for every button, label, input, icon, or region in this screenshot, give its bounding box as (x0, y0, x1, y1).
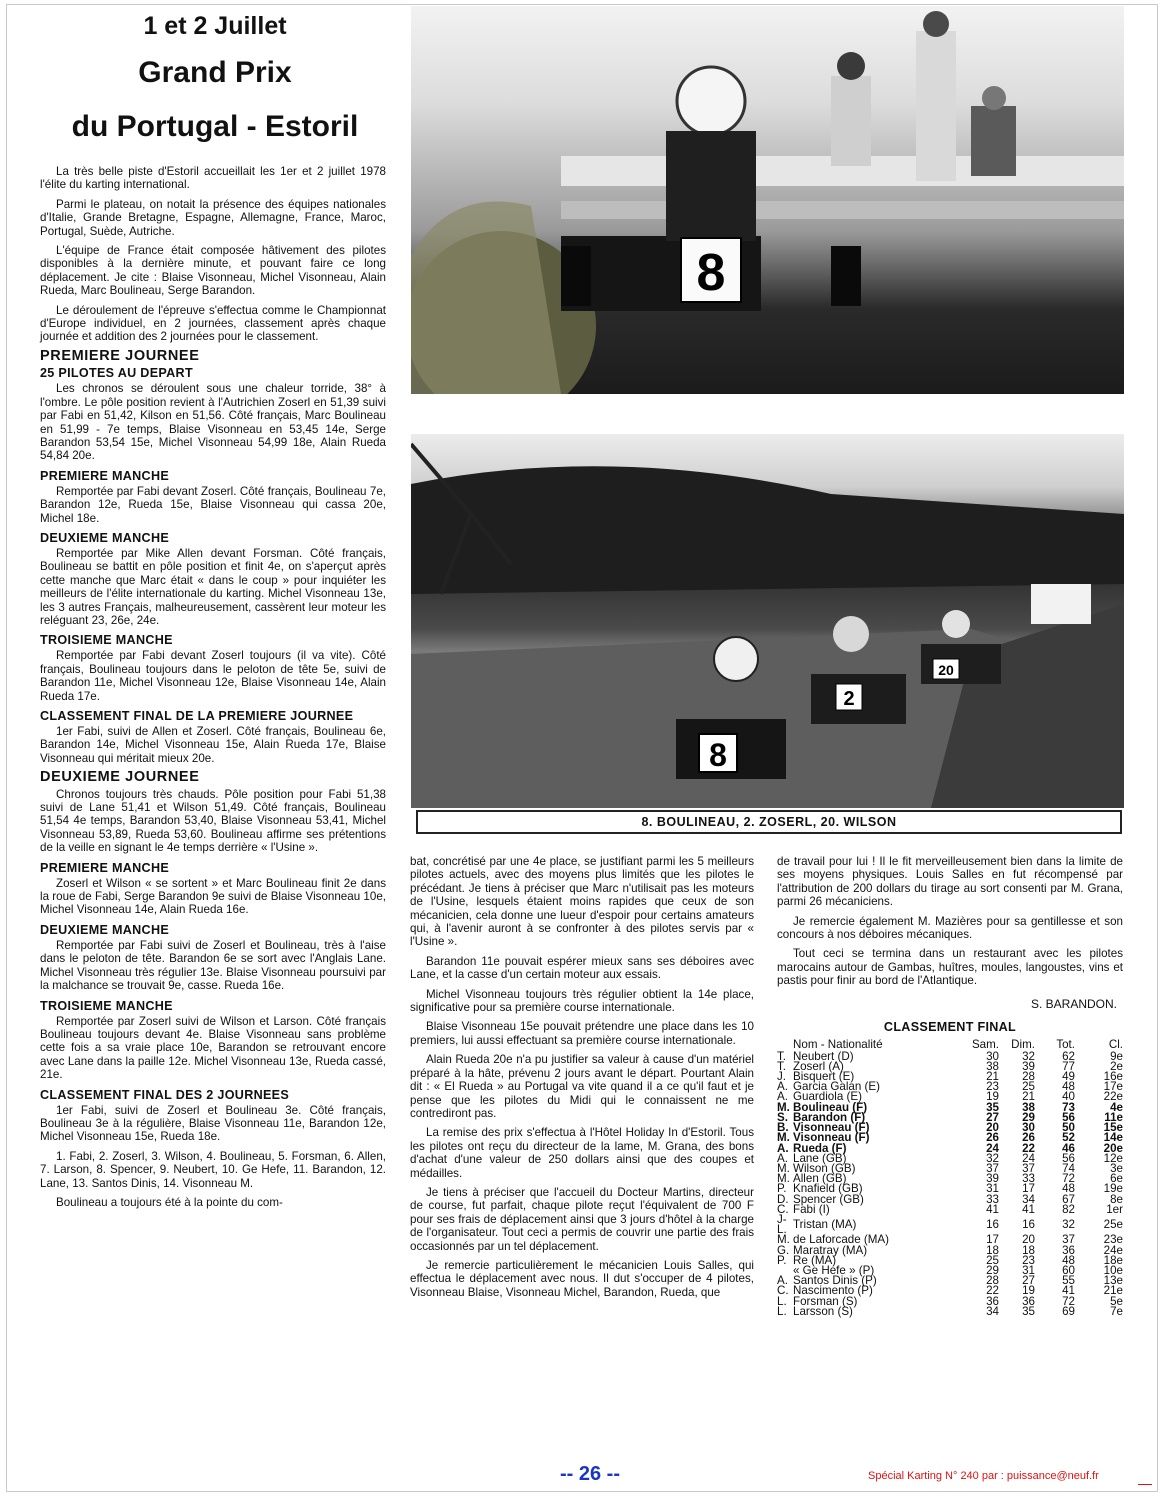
kart-number: 8 (696, 244, 726, 302)
row-initial: C. (777, 1202, 789, 1216)
row-rank: 18e (1103, 1253, 1123, 1267)
paragraph-mechanic: Je remercie particulièrement le mécanicien Louis Salles, qui effectua le déplacement avec nous. Il dut s'occuper de 4 pilotes, Visonneau Blaise, Visonneau Michel, Barandon, Rueda, que (410, 1258, 754, 1299)
row-total: 67 (1062, 1192, 1075, 1206)
spectator-standing (916, 31, 956, 181)
row-saturday: 24 (986, 1141, 999, 1155)
spectator-head (982, 86, 1006, 110)
row-total: 69 (1062, 1304, 1075, 1318)
row-name: Allen (GB) (793, 1172, 847, 1186)
row-total: 56 (1062, 1110, 1075, 1124)
heading-race-3-day-2: TROISIEME MANCHE (40, 998, 173, 1013)
row-total: 73 (1062, 1100, 1075, 1114)
row-name: Boulineau (F) (793, 1100, 868, 1114)
row-saturday: 31 (986, 1182, 999, 1196)
header-rank: Cl. (1108, 1038, 1123, 1052)
row-total: 37 (1062, 1233, 1075, 1247)
row-total: 77 (1062, 1059, 1075, 1073)
row-saturday: 21 (986, 1070, 999, 1084)
paragraph-race-2-day-2: Remportée par Fabi suivi de Zoserl et Boulineau, très à l'aise dans le peloton de tête. Barandon 6e se sort avec l'Anglais Lane. Michel Visonneau très régulier 13e. Blaise Visonneau poursuivi par la malchance se trouvait 9e, casse. Rueda 16e. (40, 938, 386, 993)
row-initial: J-L. (777, 1212, 787, 1237)
row-initial: L. (777, 1304, 787, 1318)
row-rank: 19e (1103, 1182, 1123, 1196)
row-name: de Laforcade (MA) (793, 1233, 890, 1247)
row-sunday: 33 (1022, 1172, 1035, 1186)
row-total: 50 (1062, 1121, 1075, 1135)
parked-car (1031, 584, 1091, 624)
row-rank: 5e (1110, 1294, 1123, 1308)
row-rank: 17e (1103, 1080, 1123, 1094)
paragraph-rueda: Alain Rueda 20e n'a pu justifier sa valeur à cause d'un matériel préparé à la hâte, prévenu 2 jours avant le départ. Pourtant Alain dit : « El Rueda » au Portugal va vite quand il a ce qu'il faut et je pense que les pilotes du Midi qui le connaissent ne me contrediront pas. (410, 1053, 754, 1120)
row-initial: A. (777, 1274, 788, 1288)
header-name: Nom - Nationalité (793, 1038, 883, 1052)
row-name: Tristan (MA) (793, 1218, 857, 1232)
row-total: 52 (1062, 1131, 1075, 1145)
row-total: 40 (1062, 1090, 1075, 1104)
row-total: 36 (1062, 1243, 1075, 1257)
row-name: Spencer (GB) (793, 1192, 864, 1206)
paragraph-race-1-day-2: Zoserl et Wilson « se sortent » et Marc Boulineau finit 2e dans la roue de Fabi, Serge Barandon 9e suivi de Blaise Visonneau 10e, Michel Visonneau 14e, Alain Rueda 16e. (40, 876, 386, 917)
heading-pilots: 25 PILOTES AU DEPART (40, 366, 193, 381)
row-saturday: 20 (986, 1121, 999, 1135)
row-sunday: 36 (1022, 1294, 1035, 1308)
footer-credit: Spécial Karting N° 240 par : puissance@neuf.fr (868, 1470, 1099, 1482)
article-column-1 (40, 165, 386, 1215)
results-table (777, 1040, 1123, 1316)
row-initial: C. (777, 1284, 789, 1298)
spectator-head (923, 11, 949, 37)
row-total: 41 (1062, 1284, 1075, 1298)
row-sunday: 34 (1022, 1192, 1035, 1206)
row-initial: J. (777, 1070, 787, 1084)
heading-race-2-day-2: DEUXIEME MANCHE (40, 922, 170, 937)
row-saturday: 33 (986, 1192, 999, 1206)
footer-underline (1138, 1484, 1152, 1485)
row-rank: 12e (1103, 1151, 1123, 1165)
row-total: 82 (1062, 1202, 1075, 1216)
paragraph-race-2: Remportée par Mike Allen devant Forsman. Côté français, Boulineau se battit en pôle position et finit 4e, on s'aperçut après cette manche que Marc était « dans le coup » pour inquiéter les meilleurs de l'élite internationale du karting. Michel Visonneau 13e, les 3 autres Français, malheureusement, cassèrent leur moteur les reléguant 23, 26e, 24e. (40, 546, 386, 627)
row-rank: 13e (1103, 1274, 1123, 1288)
row-saturday: 35 (986, 1100, 999, 1114)
driver-helmet (942, 610, 970, 638)
row-initial: D. (777, 1192, 789, 1206)
row-rank: 25e (1103, 1218, 1123, 1232)
article-column-3 (777, 855, 1123, 1317)
row-sunday: 39 (1022, 1059, 1035, 1073)
paragraph-chronos-day-2: Chronos toujours très chauds. Pôle position pour Fabi 51,38 suivi de Lane 51,41 et Wilson 51,49. Côté français, Boulineau 51,54 4e temps, Barandon 53,40, Blaise Visonneau 53,41, Michel Visonneau 53,89, Rueda 53,60. Boulineau affirme ses prétentions de la veille en signant le 4e temps derrière « l'Usine ». (40, 787, 386, 855)
row-sunday: 26 (1022, 1131, 1035, 1145)
row-initial: P. (777, 1253, 787, 1267)
row-rank: 23e (1103, 1233, 1123, 1247)
row-sunday: 30 (1022, 1121, 1035, 1135)
title-location: du Portugal - Estoril (71, 110, 359, 143)
paragraph-prize-giving: La remise des prix s'effectua à l'Hôtel Holiday In d'Estoril. Tous les pilotes ont reçu du directeur de la lame, M. Grana, des bons d'achat d'une valeur de 250 dollars ainsi que des coupes et médailles. (410, 1126, 754, 1180)
row-saturday: 23 (986, 1080, 999, 1094)
row-initial: A. (777, 1090, 788, 1104)
intro-paragraph: Parmi le plateau, on notait la présence des équipes nationales d'Italie, Grande Bretagne, Espagne, Allemagne, France, Maroc, Portugal, Suède, Autriche. (40, 197, 386, 238)
row-initial: G. (777, 1243, 790, 1257)
row-initial: A. (777, 1151, 788, 1165)
intro-paragraph: L'équipe de France était composée hâtivement des pilotes disponibles à la dernière minute, et pouvant faire ce long déplacement. Je cite : Blaise Visonneau, Michel Visonneau, Alain Rueda, Marc Boulineau, Serge Barandon. (40, 244, 386, 298)
row-saturday: 16 (986, 1218, 999, 1232)
row-rank: 3e (1110, 1161, 1123, 1175)
photo-race-track (411, 434, 1124, 808)
row-rank: 10e (1103, 1263, 1123, 1277)
paragraph-chronos-day-1: Les chronos se déroulent sous une chaleur torride, 38° à l'ombre. Le pôle position revient à l'Autrichien Zoserl en 51,39 suivi par Fabi en 51,42, Kilson en 51,56. Côté français, Marc Boulineau en 51,99 - 7e temps, Blaise Visonneau en 53,45 14e, Serge Barandon 53,54 15e, Michel Visonneau 54,99 18e, Alain Rueda 54,84 20e. (40, 382, 386, 463)
photo-track-illustration (411, 434, 1124, 808)
row-rank: 16e (1103, 1070, 1123, 1084)
heading-final-day-1: CLASSEMENT FINAL DE LA PREMIERE JOURNEE (40, 709, 354, 723)
article-column-2 (410, 855, 754, 1305)
paragraph-race-3-day-2: Remportée par Zoserl suivi de Wilson et Larson. Côté français Boulineau toujours devant 4e. Blaise Visonneau sans problème cette fois a sa vraie place 10e, Barandon se retrouvant encore avec Lane dans la paille 12e. Michel Visonneau 13e, Rueda cassé, 21e. (40, 1014, 386, 1082)
row-sunday: 19 (1022, 1284, 1035, 1298)
spectator-seated (831, 76, 871, 166)
paragraph-restaurant: Tout ceci se termina dans un restaurant avec les pilotes marocains autour de Gambas, huîtres, moules, langoustes, vins et pastis pour finir au bord de l'Atlantique. (777, 947, 1123, 988)
heading-day-1: PREMIERE JOURNEE (40, 347, 200, 364)
row-sunday: 17 (1022, 1182, 1035, 1196)
row-sunday: 24 (1022, 1151, 1035, 1165)
row-rank: 14e (1103, 1131, 1123, 1145)
photo-caption: 8. BOULINEAU, 2. ZOSERL, 20. WILSON (416, 810, 1122, 834)
row-initial: S. (777, 1110, 788, 1124)
page-number: -- 26 -- (560, 1463, 620, 1485)
row-total: 46 (1062, 1141, 1075, 1155)
row-initial: T. (777, 1049, 787, 1063)
row-sunday: 21 (1022, 1090, 1035, 1104)
row-sunday: 18 (1022, 1243, 1035, 1257)
row-saturday: 19 (986, 1090, 999, 1104)
row-name: Larsson (S) (793, 1304, 853, 1318)
row-name: Neubert (D) (793, 1049, 854, 1063)
row-rank: 6e (1110, 1172, 1123, 1186)
heading-race-3: TROISIEME MANCHE (40, 633, 173, 648)
title-grand-prix: Grand Prix (138, 56, 292, 89)
row-initial: B. (777, 1121, 789, 1135)
row-name: « Ge Hefe » (P) (793, 1263, 875, 1277)
row-name: Guardiola (E) (793, 1090, 862, 1104)
row-rank: 9e (1110, 1049, 1123, 1063)
row-saturday: 30 (986, 1049, 999, 1063)
results-title: CLASSEMENT FINAL (883, 1020, 1017, 1035)
row-sunday: 29 (1022, 1110, 1035, 1124)
row-saturday: 28 (986, 1274, 999, 1288)
paragraph-thanks: Je remercie également M. Mazières pour sa gentillesse et son concours à nos déboires mécaniques. (777, 914, 1123, 942)
row-saturday: 41 (986, 1202, 999, 1216)
title-date: 1 et 2 Juillet (143, 12, 287, 40)
row-name: Forsman (S) (793, 1294, 858, 1308)
row-rank: 1er (1106, 1202, 1123, 1216)
paragraph-michel-visonneau: Michel Visonneau toujours très régulier obtient la 14e place, significative pour sa première course internationale. (410, 987, 754, 1015)
row-sunday: 35 (1022, 1304, 1035, 1318)
driver-helmet (714, 637, 758, 681)
paragraph-barandon: Barandon 11e pouvait espérer mieux sans ses déboires avec Lane, et la casse d'un certain moteur aux essais. (410, 954, 754, 982)
kart-wheel (831, 246, 861, 306)
row-name: Zoserl (A) (793, 1059, 844, 1073)
row-total: 48 (1062, 1182, 1075, 1196)
row-initial: M. (777, 1172, 790, 1186)
driver-helmet (833, 616, 869, 652)
row-name: Lane (GB) (793, 1151, 847, 1165)
kart-number: 8 (709, 737, 727, 773)
row-saturday: 34 (986, 1304, 999, 1318)
header-saturday: Sam. (971, 1038, 999, 1052)
row-name: Fabi (I) (793, 1202, 830, 1216)
row-name: Santos Dinis (P) (793, 1274, 877, 1288)
row-initial: L. (777, 1294, 787, 1308)
row-name: Rueda (F) (793, 1141, 847, 1155)
row-name: Visonneau (F) (793, 1131, 870, 1145)
row-rank: 20e (1103, 1141, 1123, 1155)
header-sunday: Dim. (1011, 1038, 1035, 1052)
row-initial: M. (777, 1161, 790, 1175)
row-saturday: 39 (986, 1172, 999, 1186)
heading-race-1: PREMIERE MANCHE (40, 468, 170, 483)
kart-number: 20 (938, 662, 954, 678)
row-saturday: 25 (986, 1253, 999, 1267)
paragraph-final-ranking: 1. Fabi, 2. Zoserl, 3. Wilson, 4. Boulineau, 5. Forsman, 6. Allen, 7. Larson, 8. Spencer, 9. Neubert, 10. Ge Hefe, 11. Barandon, 12. Lane, 13. Santos Dinis, 14. Visonneau M. (40, 1149, 386, 1190)
paragraph-race-3: Remportée par Fabi devant Zoserl toujours (il va vite). Côté français, Boulineau toujours dans le peloton de tête 5e, suivi de Barandon 11e, Michel Visonneau 12e, Blaise Visonneau 14e, Alain Rueda 17e. (40, 649, 386, 703)
row-sunday: 23 (1022, 1253, 1035, 1267)
row-name: Maratray (MA) (793, 1243, 868, 1257)
row-saturday: 27 (986, 1110, 999, 1124)
row-name: Bisquert (E) (793, 1070, 855, 1084)
row-rank: 15e (1103, 1121, 1123, 1135)
hay-bale-texture (411, 202, 561, 394)
results-row (777, 1205, 1123, 1215)
row-total: 48 (1062, 1253, 1075, 1267)
paragraph-final-day-1: 1er Fabi, suivi de Allen et Zoserl. Côté français, Boulineau 6e, Barandon 14e, Michel Visonneau 15e, Alain Rueda 17e, Blaise Visonneau qui méritait mieux 20e. (40, 725, 386, 765)
row-total: 72 (1062, 1172, 1075, 1186)
guardrail (561, 201, 1124, 219)
row-initial: T. (777, 1059, 787, 1073)
driver-body (666, 131, 756, 241)
trees-background (411, 466, 1124, 594)
row-saturday: 29 (986, 1263, 999, 1277)
row-initial: M. (777, 1233, 790, 1247)
row-sunday: 16 (1022, 1218, 1035, 1232)
row-saturday: 17 (986, 1233, 999, 1247)
row-sunday: 28 (1022, 1070, 1035, 1084)
intro-paragraph: Le déroulement de l'épreuve s'effectua comme le Championnat d'Europe individuel, en 2 journées, classement après chaque journée et addition des 2 journées pour le classement. (40, 303, 386, 344)
row-sunday: 22 (1022, 1141, 1035, 1155)
row-name: Knafield (GB) (793, 1182, 863, 1196)
row-saturday: 37 (986, 1161, 999, 1175)
photo-kart-number-8 (411, 6, 1124, 394)
row-sunday: 31 (1022, 1263, 1035, 1277)
heading-day-2: DEUXIEME JOURNEE (40, 769, 200, 786)
row-saturday: 22 (986, 1284, 999, 1298)
row-rank: 11e (1104, 1110, 1123, 1124)
spectator-crouching (971, 106, 1016, 176)
row-name: Re (MA) (793, 1253, 837, 1267)
photo-kart-illustration (411, 6, 1124, 394)
row-total: 60 (1062, 1263, 1075, 1277)
kart-number: 2 (843, 688, 855, 710)
intro-paragraph: La très belle piste d'Estoril accueillait les 1er et 2 juillet 1978 l'élite du karting international. (40, 165, 386, 192)
paragraph-welcome: Je tiens à préciser que l'accueil du Docteur Martins, directeur de course, fut parfait, chaque pilote reçut l'équivalent de 700 F pour ses frais de déplacement ainsi que 3 jours d'hôtel à la charge de l'organisateur. Tout ceci a permis de couvrir une partie des frais occasionnés par un tel déplacement. (410, 1185, 754, 1253)
row-total: 55 (1062, 1274, 1075, 1288)
row-rank: 21e (1103, 1284, 1123, 1298)
row-rank: 22e (1103, 1090, 1123, 1104)
row-name: Nascimento (P) (793, 1284, 873, 1298)
heading-final-two-days: CLASSEMENT FINAL DES 2 JOURNEES (40, 1087, 290, 1102)
row-saturday: 36 (986, 1294, 999, 1308)
results-row (777, 1215, 1123, 1235)
paragraph-final-two-days: 1er Fabi, suivi de Zoserl et Boulineau 3e. Côté français, Boulineau 3e à la régulière, Blaise Visonneau 11e, Barandon 12e, Michel Visonneau 15e, Rueda 18e. (40, 1103, 386, 1144)
row-initial: A. (777, 1080, 788, 1094)
row-sunday: 41 (1022, 1202, 1035, 1216)
results-body (777, 1049, 1123, 1318)
heading-race-1-day-2: PREMIERE MANCHE (40, 860, 170, 875)
row-rank: 8e (1110, 1192, 1123, 1206)
driver-helmet (677, 67, 745, 135)
row-rank: 7e (1110, 1304, 1123, 1318)
row-total: 49 (1062, 1070, 1075, 1084)
results-row (777, 1307, 1123, 1317)
paragraph-continued: de travail pour lui ! Il le fit merveilleusement bien dans la limite de ses moyens physiques. Louis Salles en fut récompensé par l'attribution de 200 dollars du tirage au sort consenti par M. Grana, parmi 26 mécaniciens. (777, 855, 1123, 909)
row-saturday: 26 (986, 1131, 999, 1145)
kart-wheel (561, 246, 591, 306)
row-total: 56 (1062, 1151, 1075, 1165)
paragraph-boulineau: Boulineau a toujours été à la pointe du com- (56, 1195, 283, 1209)
row-total: 72 (1062, 1294, 1075, 1308)
row-rank: 24e (1103, 1243, 1123, 1257)
row-rank: 4e (1110, 1100, 1123, 1114)
row-initial: P. (777, 1182, 787, 1196)
author-signature: S. BARANDON. (1030, 996, 1117, 1011)
paragraph-blaise-visonneau: Blaise Visonneau 15e pouvait prétendre une place dans les 10 premiers, lui aussi effectuant sa première course internationale. (410, 1020, 754, 1047)
row-saturday: 38 (986, 1059, 999, 1073)
heading-race-2: DEUXIEME MANCHE (40, 530, 170, 545)
row-sunday: 37 (1022, 1161, 1035, 1175)
row-total: 62 (1062, 1049, 1075, 1063)
row-initial: M. (777, 1100, 790, 1114)
row-sunday: 27 (1022, 1274, 1035, 1288)
row-name: Garcia Galan (E) (793, 1080, 880, 1094)
paragraph-race-1: Remportée par Fabi devant Zoserl. Côté français, Boulineau 7e, Barandon 12e, Rueda 15e, Blaise Visonneau qui cassa 20e, Michel 18e. (40, 484, 386, 525)
row-initial: A. (777, 1141, 789, 1155)
row-rank: 2e (1110, 1059, 1123, 1073)
row-sunday: 32 (1022, 1049, 1035, 1063)
header-total: Tot. (1056, 1038, 1075, 1052)
paragraph-continued: bat, concrétisé par une 4e place, se justifiant parmi les 5 meilleurs pilotes actuels, avec des moyens plus limités que les pilotes le précédant. Je tiens à préciser que Marc n'utilisait pas les moteurs de l'Usine, lesquels étaient moins rapides que ceux de son mécanicien, cela donne une lueur d'espoir pour certains amateurs qui, à l'avenir auront à se confronter à des pilotes servis par « l'Usine ». (410, 855, 754, 949)
row-initial: M. (777, 1131, 790, 1145)
row-sunday: 20 (1022, 1233, 1035, 1247)
row-name: Wilson (GB) (793, 1161, 856, 1175)
row-saturday: 32 (986, 1151, 999, 1165)
spectator-head (837, 52, 865, 80)
row-total: 32 (1062, 1218, 1075, 1232)
row-sunday: 25 (1022, 1080, 1035, 1094)
row-name: Visonneau (F) (793, 1121, 870, 1135)
row-sunday: 38 (1022, 1100, 1035, 1114)
row-name: Barandon (F) (793, 1110, 866, 1124)
row-total: 74 (1062, 1161, 1075, 1175)
row-saturday: 18 (986, 1243, 999, 1257)
row-total: 48 (1062, 1080, 1075, 1094)
